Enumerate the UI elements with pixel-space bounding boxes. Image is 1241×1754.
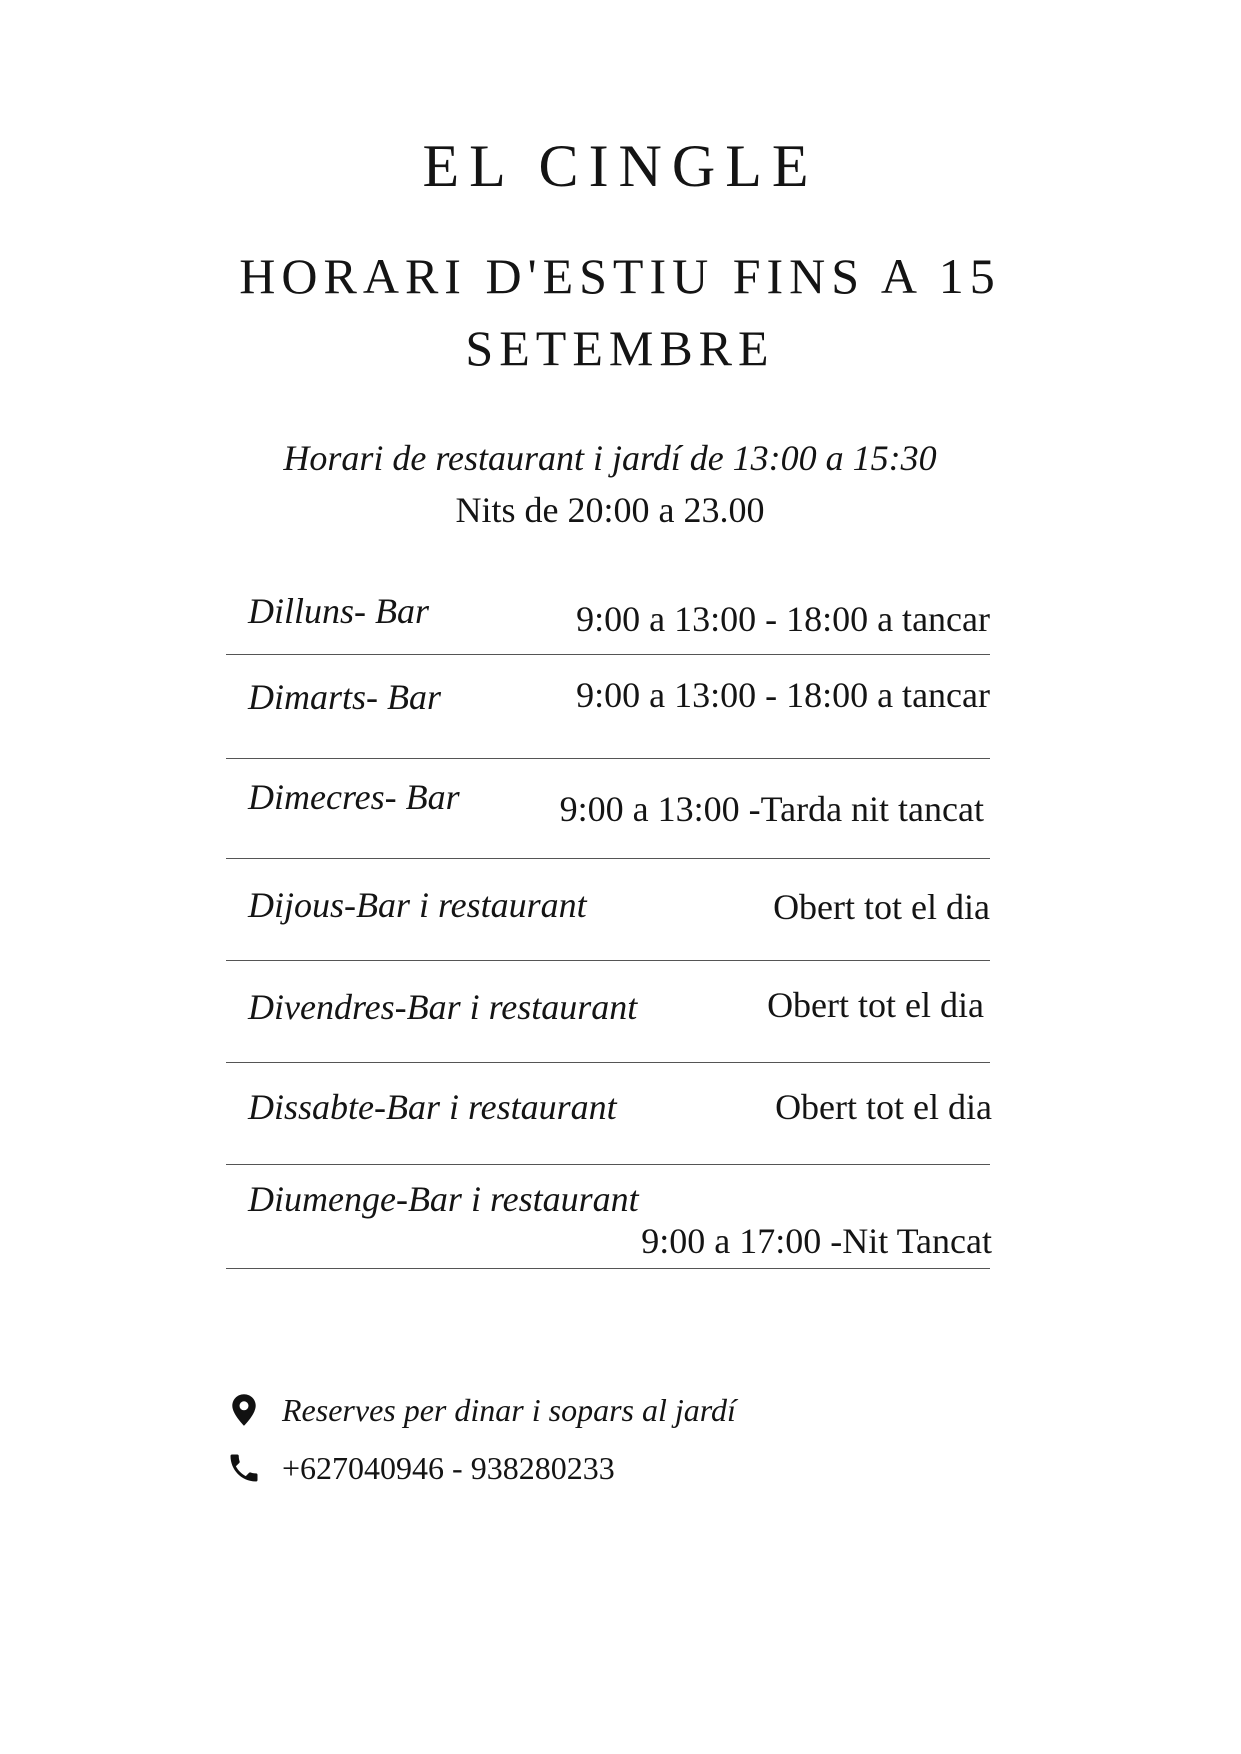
phone-icon bbox=[226, 1450, 262, 1486]
schedule-row-friday bbox=[226, 962, 990, 1063]
day-label: Dimecres- Bar bbox=[248, 777, 460, 817]
reservations-text: Reserves per dinar i sopars al jardí bbox=[282, 1392, 736, 1428]
day-label: Diumenge-Bar i restaurant bbox=[248, 1179, 639, 1219]
day-label: Dissabte-Bar i restaurant bbox=[248, 1087, 617, 1127]
page-subtitle: HORARI D'ESTIU FINS A 15 SETEMBRE bbox=[239, 248, 1001, 376]
day-label: Dimarts- Bar bbox=[248, 677, 442, 717]
day-hours: 9:00 a 17:00 -Nit Tancat bbox=[641, 1221, 992, 1261]
phone-numbers: +627040946 - 938280233 bbox=[282, 1450, 615, 1486]
day-hours: Obert tot el dia bbox=[767, 985, 984, 1025]
reservations-line bbox=[226, 1386, 1026, 1434]
day-hours: 9:00 a 13:00 - 18:00 a tancar bbox=[576, 675, 990, 715]
schedule-row-monday bbox=[226, 580, 990, 655]
day-hours: 9:00 a 13:00 -Tarda nit tancat bbox=[559, 789, 984, 829]
phone-line bbox=[226, 1444, 1026, 1492]
schedule-row-tuesday bbox=[226, 656, 990, 759]
schedule-row-wednesday bbox=[226, 760, 990, 859]
day-label: Divendres-Bar i restaurant bbox=[248, 987, 638, 1027]
day-hours: Obert tot el dia bbox=[773, 887, 990, 927]
day-hours: 9:00 a 13:00 - 18:00 a tancar bbox=[576, 599, 990, 639]
day-hours: Obert tot el dia bbox=[775, 1087, 992, 1127]
location-pin-icon bbox=[226, 1392, 262, 1428]
schedule-row-saturday bbox=[226, 1064, 990, 1165]
day-label: Dijous-Bar i restaurant bbox=[248, 885, 587, 925]
schedule-row-sunday bbox=[226, 1166, 990, 1269]
night-hours: Nits de 20:00 a 23.00 bbox=[455, 490, 765, 530]
restaurant-hours: Horari de restaurant i jardí de 13:00 a 15:30 bbox=[283, 438, 937, 478]
hours-intro bbox=[200, 432, 1020, 536]
schedule-row-thursday bbox=[226, 860, 990, 961]
page-title: EL CINGLE bbox=[422, 133, 819, 199]
day-label: Dilluns- Bar bbox=[248, 591, 430, 631]
